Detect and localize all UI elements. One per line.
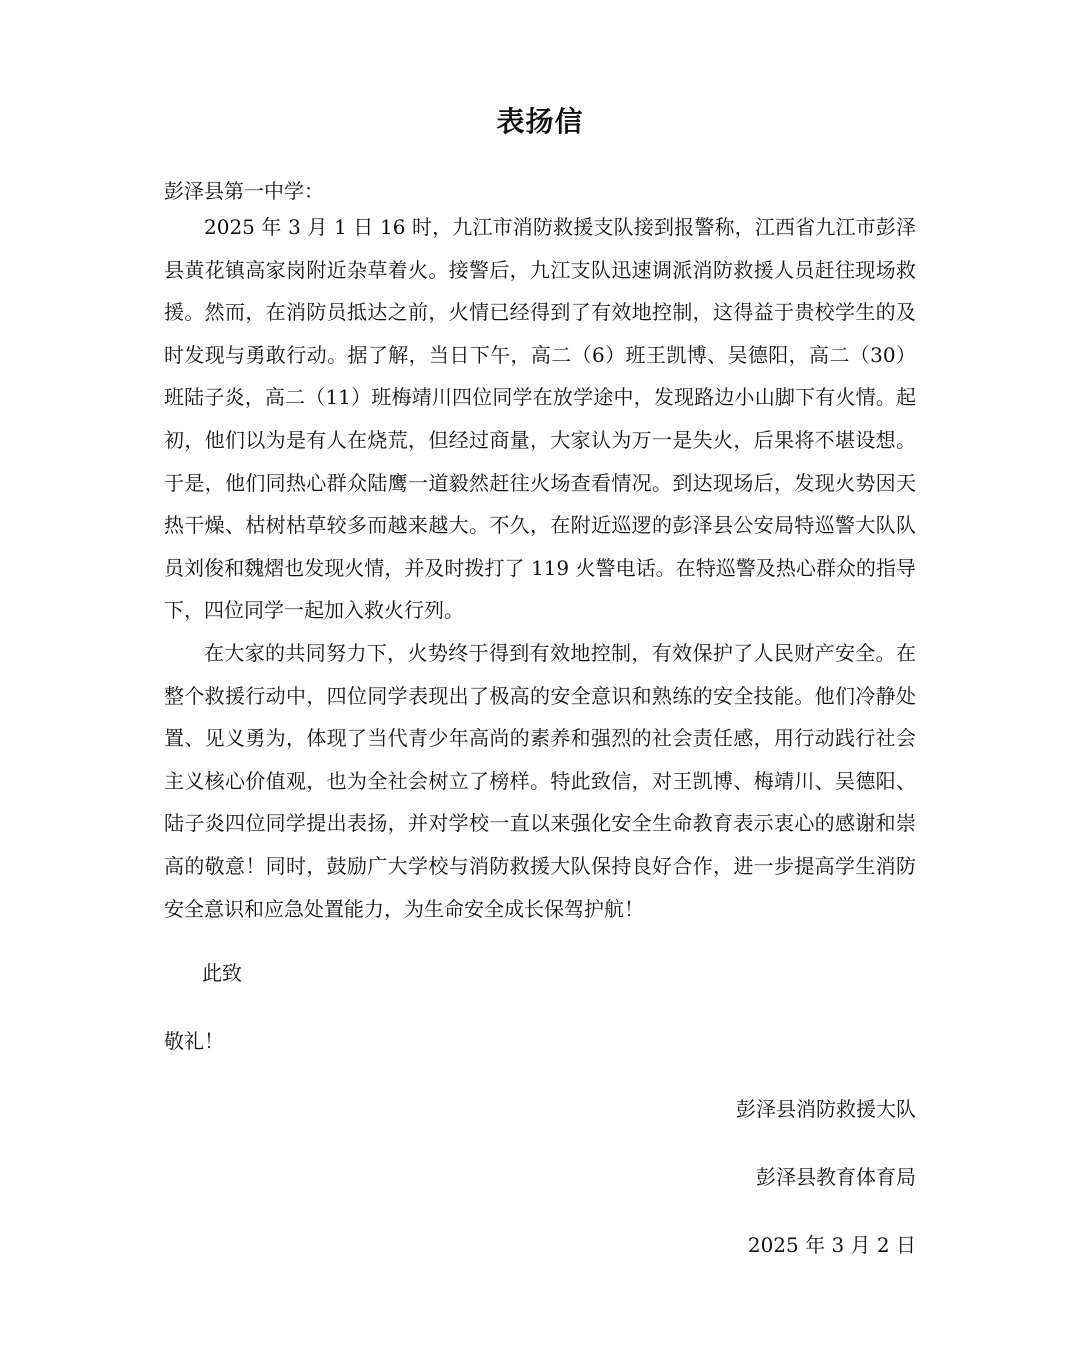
signature-fire-brigade: 彭泽县消防救援大队	[736, 1097, 916, 1121]
closing-salute: 敬礼！	[164, 1029, 224, 1053]
letter-date: 2025 年 3 月 2 日	[747, 1233, 916, 1257]
letter-body	[164, 206, 916, 930]
closing-phrase: 此致	[202, 961, 242, 985]
signature-education-bureau: 彭泽县教育体育局	[756, 1165, 916, 1189]
salutation: 彭泽县第一中学：	[164, 179, 324, 203]
body-paragraph-2: 在大家的共同努力下，火势终于得到有效地控制，有效保护了人民财产安全。在整个救援行动中，四位同学表现出了极高的安全意识和熟练的安全技能。他们冷静处置、见义勇为，体现了当代青少年高尚的素养和强烈的社会责任感，用行动践行社会主义核心价值观，也为全社会树立了榜样。特此致信，对王凯博、梅靖川、吴德阳、陆子炎四位同学提出表扬，并对学校一直以来强化安全生命教育表示衷心的感谢和崇高的敬意！同时，鼓励广大学校与消防救援大队保持良好合作，进一步提高学生消防安全意识和应急处置能力，为生命安全成长保驾护航！	[164, 640, 916, 921]
letter-title: 表扬信	[496, 105, 584, 138]
body-paragraph-1: 2025 年 3 月 1 日 16 时，九江市消防救援支队接到报警称，江西省九江市彭泽县黄花镇高家岗附近杂草着火。接警后，九江支队迅速调派消防救援人员赶往现场救援。然而，在消防员抵达之前，火情已经得到了有效地控制，这得益于贵校学生的及时发现与勇敢行动。据了解，当日下午，高二（6）班王凯博、吴德阳，高二（30）班陆子炎，高二（11）班梅靖川四位同学在放学途中，发现路边小山脚下有火情。起初，他们以为是有人在烧荒，但经过商量，大家认为万一是失火，后果将不堪设想。于是，他们同热心群众陆鹰一道毅然赶往火场查看情况。到达现场后，发现火势因天热干燥、枯树枯草较多而越来越大。不久，在附近巡逻的彭泽县公安局特巡警大队队员刘俊和魏熠也发现火情，并及时拨打了 119 火警电话。在特巡警及热心群众的指导下，四位同学一起加入救火行列。	[164, 215, 916, 623]
